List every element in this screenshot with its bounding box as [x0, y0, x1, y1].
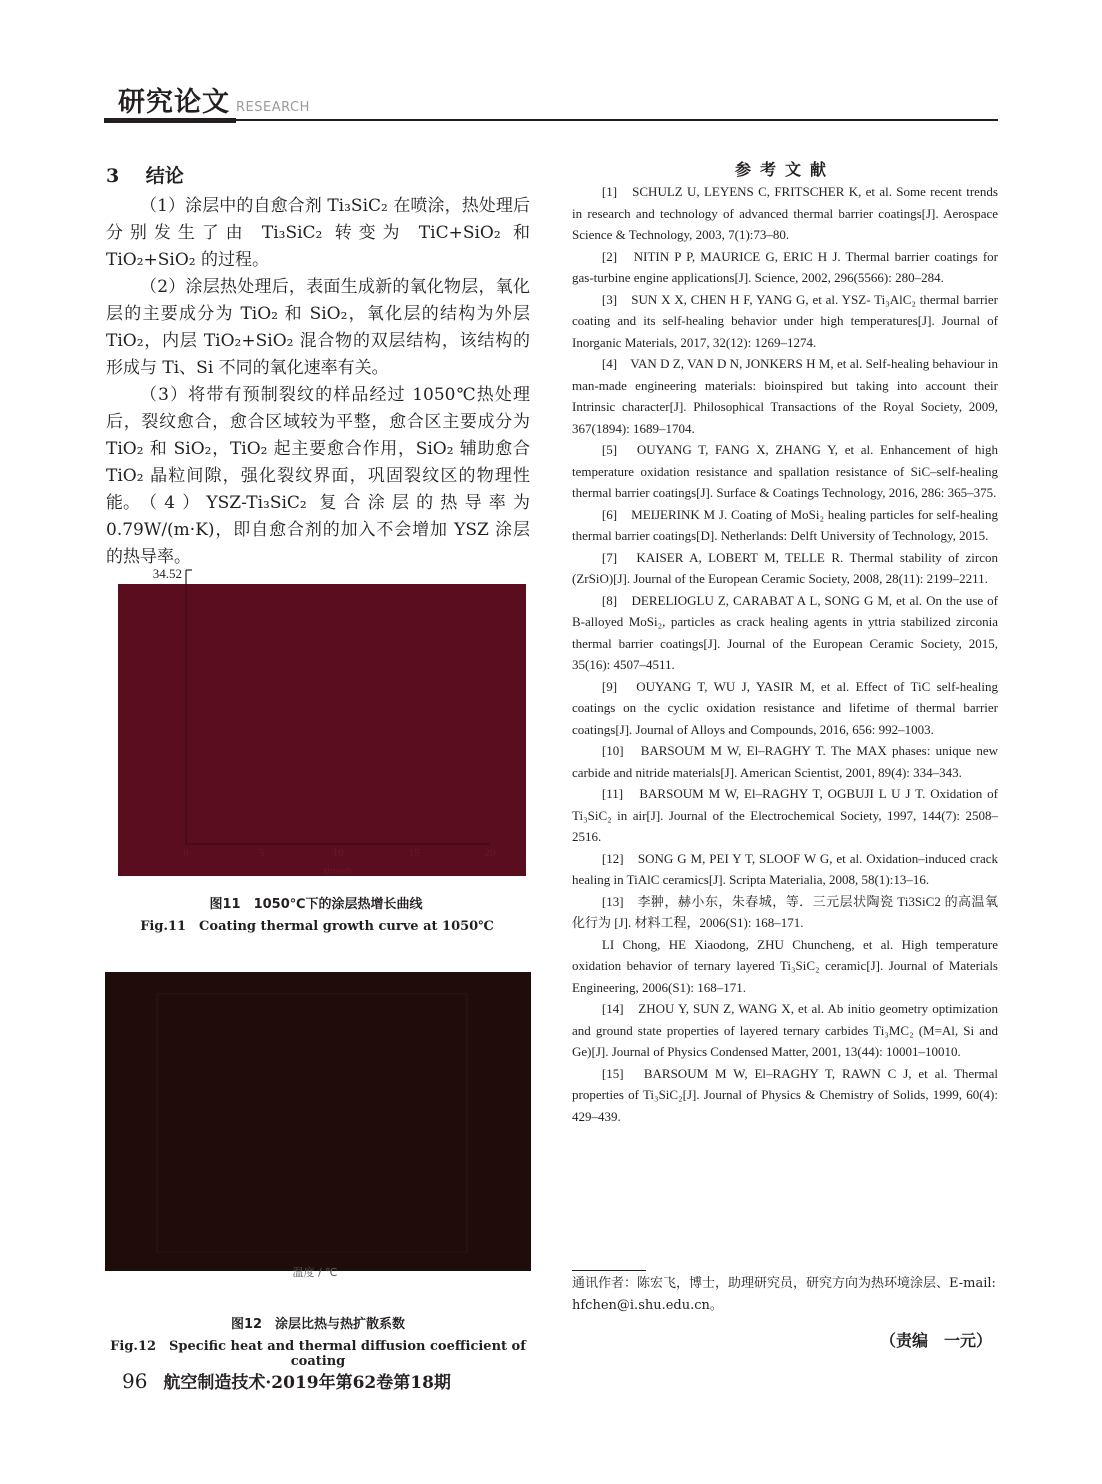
reference-item: [12] SONG G M, PEI Y T, SLOOF W G, et al. Oxidation–induced crack healing in TiAlC ceramics[J]. Scripta Materialia, 2008, 58(1):13–16. [572, 850, 998, 887]
reference-item: LI Chong, HE Xiaodong, ZHU Chuncheng, et al. High temperature oxidation behavior of ternary layered Ti₃SiC₂ ceramic[J]. Journal of Materials Engineering, 2006(S1): 168–171. [572, 936, 998, 995]
reference-item: [1] SCHULZ U, LEYENS C, FRITSCHER K, et al. Some recent trends in research and technology of advanced thermal barrier coatings[J]. Aerospace Science & Technology, 2003, 7(1):73–80. [572, 184, 998, 242]
figure-11-caption-en: Fig.11 Coating thermal growth curve at 1050℃ [140, 919, 494, 934]
header-rule [236, 119, 998, 121]
figure-11-plot-area [118, 584, 526, 876]
reference-item: [6] MEIJERINK M J. Coating of MoSi₂ healing particles for self-healing thermal barrier coatings[D]. Netherlands: Delft University of Technology, 2015. [572, 506, 998, 543]
reference-item: [13] 李翀，赫小东，朱春城，等．三元层状陶瓷 Ti3SiC2 的高温氧化行为 [J]. 材料工程，2006(S1): 168–171. [572, 893, 998, 930]
section-title: 结论 [145, 165, 184, 187]
journal-issue: 航空制造技术·2019年第62卷第18期 [163, 1373, 451, 1393]
reference-item: [5] OUYANG T, FANG X, ZHANG Y, et al. Enhancement of high temperature oxidation resistance and spallation resistance of SiC–self-healing thermal barrier coatings[J]. Surface & Coatings Technology, 2016, 286: 365–375. [572, 442, 998, 500]
reference-item: [9] OUYANG T, WU J, YASIR M, et al. Effect of TiC self-healing coatings on the cyclic oxidation resistance and lifetime of thermal barrier coatings[J]. Journal of Alloys and Compounds, 2016, 656: 992–1003. [572, 678, 998, 737]
reference-item: [4] VAN D Z, VAN D N, JONKERS H M, et al. Self-healing behaviour in man-made engineering materials: bioinspired but taking into account their Intrinsic character[J]. Philosophical Transactions of the Royal Society, 2009, 367(1894): 1689–1704. [572, 356, 998, 436]
correspondence-note: 通讯作者：陈宏飞，博士，助理研究员，研究方向为热环境涂层、E-mail: hfchen@i.shu.edu.cn。 [572, 1276, 996, 1313]
figure-11 [118, 562, 528, 878]
figure-12-caption-en: Fig.12 Specific heat and thermal diffusion coefficient of coating [110, 1339, 526, 1369]
header-bar [104, 118, 236, 123]
figure-11-x-tick-15: 15 [408, 847, 420, 859]
figure-11-x-tick-10: 10 [332, 847, 344, 859]
figure-11-plot [118, 562, 528, 878]
reference-item: [10] BARSOUM M W, El–RAGHY T. The MAX phases: unique new carbide and nitride materials[J]. American Scientist, 2001, 89(4): 334–343. [572, 743, 998, 780]
reference-item: [14] ZHOU Y, SUN Z, WANG X, et al. Ab initio geometry optimization and ground state properties of layered ternary carbides Ti₃MC₂ (M=Al, Si and Ge)[J]. Journal of Physics Condensed Matter, 2001, 13(44): 10001–10010. [572, 1001, 998, 1059]
figure-11-x-tick-0: 0 [183, 847, 189, 859]
reference-item: [2] NITIN P P, MAURICE G, ERIC H J. Thermal barrier coatings for gas-turbine engine applications[J]. Science, 2002, 296(5566): 280–284. [572, 248, 998, 285]
page-number: 96 [122, 1369, 148, 1393]
figure-12-x-label: 温度 / ℃ [292, 1266, 338, 1279]
figure-11-caption-cn: 图11 1050℃下的涂层热增长曲线 [209, 897, 423, 912]
correspondence-rule [572, 1270, 646, 1271]
references-title: 参考文献 [734, 160, 835, 179]
section-header-title: 研究论文 [118, 87, 230, 118]
section-heading [106, 161, 184, 188]
figure-12-plot [105, 972, 531, 1282]
reference-item: [3] SUN X X, CHEN H F, YANG G, et al. YSZ- Ti₃AlC₂ thermal barrier coating and its self-healing behavior under high temperatures[J]. Journal of Inorganic Materials, 2017, 32(12): 1269–1274. [572, 291, 998, 350]
reference-item: [8] DERELIOGLU Z, CARABAT A L, SONG G M, et al. On the use of B-alloyed MoSi₂, particles as crack healing agents in yttria stabilized zirconia thermal barrier coatings[J]. Journal of the European Ceramic Society, 2015, 35(16): 4507–4511. [572, 592, 998, 672]
conclusion-paragraph-2: （2）涂层热处理后，表面生成新的氧化物层，氧化层的主要成分为 TiO₂ 和 SiO₂，氧化层的结构为外层 TiO₂，内层 TiO₂+SiO₂ 混合物的双层结构，该结构的形成与 Ti、Si 不同的氧化速率有关。 [106, 277, 530, 378]
reference-item: [7] KAISER A, LOBERT M, TELLE R. Thermal stability of zircon (ZrSiO)[J]. Journal of the European Ceramic Society, 2008, 28(11): 2199–2211. [572, 549, 998, 586]
figure-11-x-tick-5: 5 [259, 847, 265, 859]
section-header-research: RESEARCH [236, 100, 310, 115]
figure-11-x-label: time/h [323, 865, 353, 877]
figure-12 [105, 972, 531, 1282]
section-number: 3 [106, 165, 120, 187]
conclusion-paragraph-4: （4）YSZ-Ti₃SiC₂ 复合涂层的热导率为 0.79W/(m·K)，即自愈合剂的加入不会增加 YSZ 涂层的热导率。 [106, 493, 530, 567]
figure-11-top-tick-label: 34.52 [152, 566, 182, 581]
editor-note: （责编 一元） [880, 1331, 993, 1350]
reference-item: [11] BARSOUM M W, El–RAGHY T, OGBUJI L U J T. Oxidation of Ti₃SiC₂ in air[J]. Journal of the Electrochemical Society, 1997, 144(7): 2508–2516. [572, 786, 998, 844]
figure-12-caption-cn: 图12 涂层比热与热扩散系数 [230, 1317, 406, 1332]
conclusion-paragraph-3: （3）将带有预制裂纹的样品经过 1050℃热处理后，裂纹愈合，愈合区域较为平整，愈合区主要成分为 TiO₂ 和 SiO₂，TiO₂ 起主要愈合作用，SiO₂ 辅助愈合 TiO₂ 晶粒间隙，强化裂纹界面，巩固裂纹区的物理性能。 [106, 385, 530, 513]
references-list [572, 181, 998, 1127]
conclusion-paragraph-1: （1）涂层中的自愈合剂 Ti₃SiC₂ 在喷涂，热处理后分别发生了由 Ti₃SiC₂ 转变为 TiC+SiO₂ 和 TiO₂+SiO₂ 的过程。 [106, 196, 530, 270]
figure-11-x-tick-20: 20 [484, 847, 496, 859]
reference-item: [15] BARSOUM M W, El–RAGHY T, RAWN C J, et al. Thermal properties of Ti₃SiC₂[J]. Journal of Physics & Chemistry of Solids, 1999, 60(4): 429–439. [572, 1065, 998, 1124]
page-footer [122, 1368, 451, 1393]
